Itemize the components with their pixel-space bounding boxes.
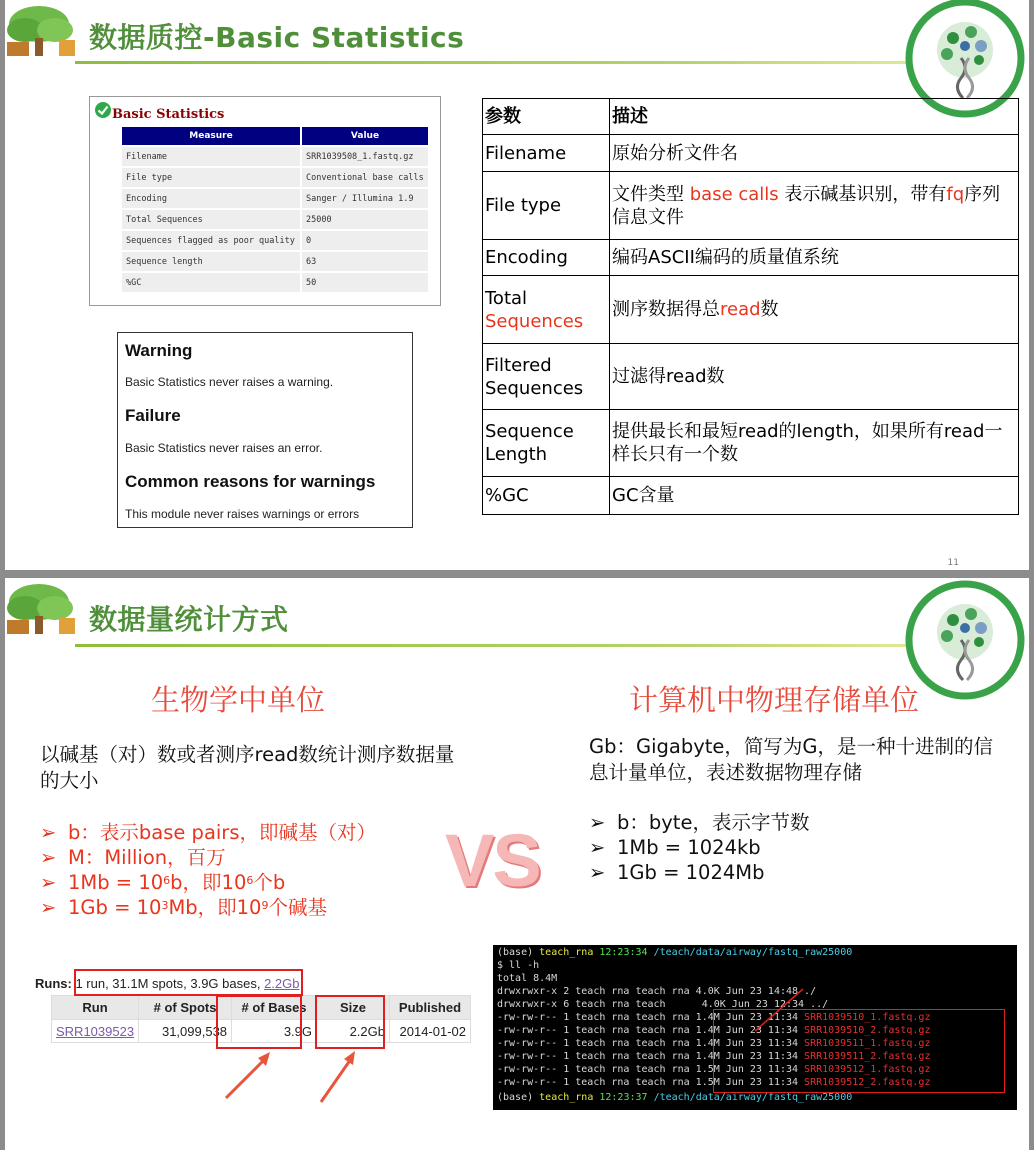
- list-item: [589, 860, 809, 885]
- text: 个b: [253, 871, 286, 894]
- param-filename: Filename: [483, 135, 610, 172]
- table-row: [122, 273, 428, 292]
- bullet-arrow-icon: ➢: [589, 836, 606, 859]
- size-cell: 2.2Gb: [317, 1020, 390, 1043]
- cell: Filename: [122, 147, 300, 166]
- highlight-text: read: [720, 299, 761, 320]
- text: -rw-rw-r-- 1 teach rna teach rna 1.4M Jun 23 11:34: [497, 1025, 805, 1036]
- text: Mb，即10: [168, 896, 262, 919]
- table-row: [483, 240, 1019, 276]
- terminal-line: drwxrwxr-x 2 teach rna teach rna 4.0K Jun 23 14:48 ./: [497, 986, 817, 997]
- list-item: [40, 895, 376, 920]
- header-param: 参数: [483, 99, 610, 135]
- biotrainee-logo-icon: [905, 580, 1025, 700]
- bullet-arrow-icon: ➢: [40, 846, 57, 869]
- table-row: [483, 172, 1019, 240]
- cell: Sequence length: [122, 252, 300, 271]
- header-size: Size: [317, 996, 390, 1020]
- param-encoding: Encoding: [483, 240, 610, 276]
- filename: SRR1039510_1.fastq.gz: [804, 1012, 931, 1023]
- list-item: [589, 810, 809, 835]
- published-cell: 2014-01-02: [389, 1020, 470, 1043]
- highlight-box: [315, 995, 385, 1049]
- header-bases: # of Bases: [232, 996, 317, 1020]
- table-row: [122, 147, 428, 166]
- page-number: 11: [947, 558, 959, 568]
- warning-heading: Warning: [125, 341, 193, 360]
- cell: Conventional base calls: [302, 168, 428, 187]
- failure-text: Basic Statistics never raises an error.: [125, 441, 323, 455]
- highlight-text: base calls: [689, 183, 779, 205]
- right-description: Gb：Gigabyte，简写为G，是一种十进制的信息计量单位，表述数据物理存储: [589, 735, 994, 784]
- right-heading: 计算机中物理存储单位: [629, 683, 920, 717]
- text: (base): [497, 1092, 540, 1103]
- cell: Sanger / Illumina 1.9: [302, 189, 428, 208]
- vs-label: VS: [445, 819, 540, 902]
- bullet-arrow-icon: ➢: [40, 896, 57, 919]
- list-item-text: 1Mb = 1024kb: [617, 836, 761, 859]
- param-filtered-sequences: Filtered Sequences: [483, 344, 610, 410]
- header-published: Published: [389, 996, 470, 1020]
- param-total-sequences: [483, 276, 610, 344]
- run-link[interactable]: SRR1039523: [56, 1023, 135, 1039]
- check-icon: [94, 101, 112, 119]
- desc-gc: GC含量: [610, 477, 1019, 515]
- text: (base): [497, 947, 540, 958]
- table-row: [483, 344, 1019, 410]
- filename: SRR1039511_2.fastq.gz: [804, 1051, 931, 1062]
- cell: Encoding: [122, 189, 300, 208]
- text: 个碱基: [268, 896, 327, 919]
- superscript: 9: [261, 899, 269, 912]
- text: -rw-rw-r-- 1 teach rna teach rna 1.5M Jun 23 11:34: [497, 1077, 805, 1088]
- spots-cell: 31,099,538: [139, 1020, 232, 1043]
- bullet-arrow-icon: ➢: [589, 811, 606, 834]
- header-run: Run: [52, 996, 139, 1020]
- text: 表示碱基识别，带有: [778, 183, 947, 205]
- text: 1Gb = 10: [68, 896, 162, 919]
- text: b，即10: [170, 871, 247, 894]
- list-item: [589, 835, 809, 860]
- filename: SRR1039512_1.fastq.gz: [804, 1064, 931, 1075]
- table-row: [122, 168, 428, 187]
- superscript: 3: [161, 899, 169, 912]
- text: -rw-rw-r-- 1 teach rna teach rna 1.4M Jun 23 11:34: [497, 1051, 805, 1062]
- arrow-icon: [315, 1048, 365, 1108]
- desc-filtered-sequences: 过滤得read数: [610, 344, 1019, 410]
- terminal-line: $ ll -h: [497, 960, 540, 971]
- failure-heading: Failure: [125, 406, 181, 425]
- list-item-text: M：Million，百万: [68, 846, 226, 869]
- warning-box: [117, 332, 413, 528]
- reasons-text: This module never raises warnings or errors: [125, 507, 360, 521]
- arrow-icon: [751, 985, 811, 1035]
- text: 12:23:37: [599, 1092, 654, 1103]
- right-bullet-list: [589, 810, 809, 885]
- runs-label: Runs:: [35, 976, 72, 991]
- desc-filetype: [610, 172, 1019, 240]
- slide-2: [5, 578, 1029, 1150]
- cell: 63: [302, 252, 428, 271]
- slide-title: 数据质控-Basic Statistics: [89, 21, 465, 54]
- terminal-prompt: [497, 946, 852, 959]
- text: teach_rna: [539, 947, 600, 958]
- terminal-window: [493, 945, 1017, 1110]
- run-id-cell: [52, 1020, 139, 1043]
- param-gc: %GC: [483, 477, 610, 515]
- header-value: Value: [302, 127, 428, 145]
- cell: %GC: [122, 273, 300, 292]
- title-underline: [75, 61, 945, 64]
- text: -rw-rw-r-- 1 teach rna teach rna 1.4M Jun 23 11:34: [497, 1012, 805, 1023]
- header-desc: 描述: [610, 99, 1019, 135]
- runs-summary-text: 1 run, 31.1M spots, 3.9G bases,: [71, 976, 265, 991]
- filename: SRR1039511_1.fastq.gz: [804, 1038, 931, 1049]
- table-row: [483, 477, 1019, 515]
- cell: SRR1039508_1.fastq.gz: [302, 147, 428, 166]
- table-row: [483, 410, 1019, 477]
- bases-cell: 3.9G: [232, 1020, 317, 1043]
- slide-1: [5, 0, 1029, 570]
- bullet-arrow-icon: ➢: [40, 871, 57, 894]
- superscript: 6: [246, 874, 254, 887]
- text: 12:23:34: [599, 947, 654, 958]
- desc-sequence-length: 提供最长和最短read的length，如果所有read一样长只有一个数: [610, 410, 1019, 477]
- desc-encoding: 编码ASCII编码的质量值系统: [610, 240, 1019, 276]
- text: 数: [760, 299, 779, 320]
- list-item: [40, 845, 376, 870]
- text: /teach/data/airway/fastq_raw25000: [653, 1092, 853, 1103]
- cell: 50: [302, 273, 428, 292]
- tree-logo-icon: [5, 580, 83, 638]
- title-underline: [75, 644, 945, 647]
- cell: 25000: [302, 210, 428, 229]
- highlight-text: fq: [946, 183, 965, 205]
- text: -rw-rw-r-- 1 teach rna teach rna 1.4M Jun 23 11:34: [497, 1038, 805, 1049]
- table-row: [483, 135, 1019, 172]
- cell: File type: [122, 168, 300, 187]
- left-bullet-list: [40, 820, 376, 920]
- param-filetype: File type: [483, 172, 610, 240]
- bullet-arrow-icon: ➢: [40, 821, 57, 844]
- reasons-heading: Common reasons for warnings: [125, 472, 376, 491]
- left-description: 以碱基（对）数或者测序read数统计测序数据量的大小: [40, 743, 455, 792]
- table-row: [122, 252, 428, 271]
- text: teach_rna: [539, 1092, 600, 1103]
- list-item: [40, 870, 376, 895]
- table-row: [122, 189, 428, 208]
- terminal-line: total 8.4M: [497, 973, 558, 984]
- list-item-text: 1Gb = 1024Mb: [617, 861, 765, 884]
- terminal-line: drwxrwxr-x 6 teach rna teach 4.0K Jun 23 12:34 ../: [497, 999, 829, 1010]
- param-sequence-length: Sequence Length: [483, 410, 610, 477]
- desc-total-sequences: [610, 276, 1019, 344]
- warning-text: Basic Statistics never raises a warning.: [125, 375, 334, 389]
- tree-logo-icon: [5, 2, 83, 60]
- superscript: 6: [163, 874, 171, 887]
- fastqc-table: [120, 125, 430, 294]
- text: Total: [485, 287, 528, 309]
- highlight-text: Sequences: [485, 310, 584, 332]
- list-item-text: b：表示base pairs，即碱基（对）: [68, 821, 376, 844]
- text: 文件类型: [612, 183, 690, 205]
- highlight-box: [216, 995, 302, 1049]
- text: 序列信息文件: [612, 183, 1001, 228]
- arrow-icon: [220, 1048, 280, 1104]
- cell: 0: [302, 231, 428, 250]
- text: 测序数据得总: [612, 299, 720, 320]
- param-table: [482, 98, 1019, 515]
- fastqc-panel: [89, 96, 441, 306]
- bullet-arrow-icon: ➢: [589, 861, 606, 884]
- text: -rw-rw-r-- 1 teach rna teach rna 1.5M Jun 23 11:34: [497, 1064, 805, 1075]
- table-row: [122, 231, 428, 250]
- desc-filename: 原始分析文件名: [610, 135, 1019, 172]
- cell: Sequences flagged as poor quality: [122, 231, 300, 250]
- slide-title: 数据量统计方式: [89, 603, 289, 636]
- text: /teach/data/airway/fastq_raw25000: [653, 947, 853, 958]
- header-measure: Measure: [122, 127, 300, 145]
- text: 1Mb = 10: [68, 871, 164, 894]
- size-link[interactable]: 2.2Gb: [264, 976, 300, 991]
- table-row: [483, 276, 1019, 344]
- left-heading: 生物学中单位: [151, 683, 326, 717]
- list-item-text: b：byte，表示字节数: [617, 811, 810, 834]
- cell: Total Sequences: [122, 210, 300, 229]
- filename: SRR1039510_2.fastq.gz: [804, 1025, 931, 1036]
- header-spots: # of Spots: [139, 996, 232, 1020]
- fastqc-title: Basic Statistics: [112, 107, 225, 122]
- list-item: [40, 820, 376, 845]
- filename: SRR1039512_2.fastq.gz: [804, 1077, 931, 1088]
- table-row: [483, 99, 1019, 135]
- highlight-box: [71, 969, 303, 996]
- table-row: [122, 210, 428, 229]
